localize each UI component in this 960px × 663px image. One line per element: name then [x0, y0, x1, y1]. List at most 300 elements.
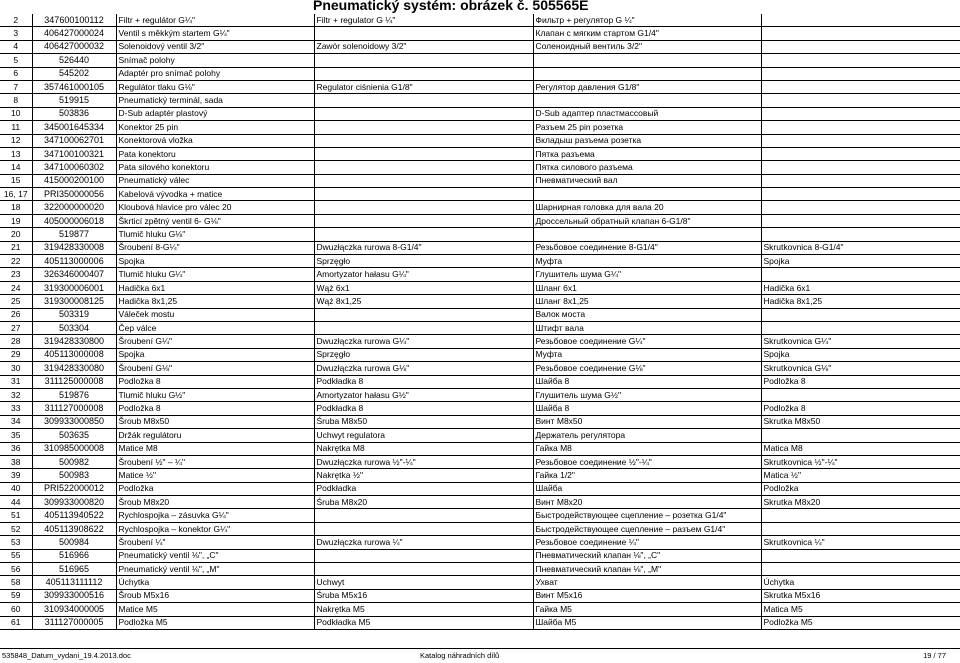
cell-name-russian	[533, 94, 761, 107]
cell-name-russian: Гайка M5	[533, 603, 761, 616]
cell-name-czech: D-Sub adaptér plastový	[116, 107, 314, 120]
cell-name-polish: Podkładka	[314, 482, 533, 495]
cell-name-polish: Dwuzłączka rurowa G¼"	[314, 335, 533, 348]
cell-name-slovak: Skrutka M5x16	[761, 589, 960, 602]
table-row	[0, 589, 960, 602]
cell-name-russian: Резьбовое соединение ½"-¼"	[533, 455, 761, 468]
table-row	[0, 563, 960, 576]
cell-part-code: 406427000032	[32, 40, 116, 53]
cell-row-number: 25	[0, 295, 32, 308]
cell-name-polish: Podkładka 8	[314, 402, 533, 415]
cell-part-code: PRI350000056	[32, 188, 116, 201]
cell-name-russian: Глушитель шума G½"	[533, 388, 761, 401]
cell-part-code: 405113000008	[32, 348, 116, 361]
cell-name-slovak	[761, 509, 960, 522]
cell-name-slovak	[761, 147, 960, 160]
cell-part-code: 310934000005	[32, 603, 116, 616]
table-row	[0, 469, 960, 482]
cell-row-number: 51	[0, 509, 32, 522]
cell-name-czech: Pneumatický ventil ⅛", „C"	[116, 549, 314, 562]
cell-name-russian: Муфта	[533, 255, 761, 268]
cell-name-polish	[314, 54, 533, 67]
cell-name-polish	[314, 147, 533, 160]
table-row	[0, 482, 960, 495]
cell-name-polish: Wąż 6x1	[314, 281, 533, 294]
cell-row-number: 15	[0, 174, 32, 187]
cell-row-number: 35	[0, 429, 32, 442]
cell-part-code: 319300008125	[32, 295, 116, 308]
table-row	[0, 402, 960, 415]
cell-part-code: 405113940522	[32, 509, 116, 522]
cell-name-polish: Podkładka 8	[314, 375, 533, 388]
cell-name-slovak: Podložka 8	[761, 402, 960, 415]
cell-name-polish: Wąż 8x1,25	[314, 295, 533, 308]
table-row	[0, 241, 960, 254]
cell-name-slovak: Skrutkovnica G¼"	[761, 335, 960, 348]
cell-part-code: 309933000850	[32, 415, 116, 428]
cell-name-czech: Pata konektoru	[116, 147, 314, 160]
cell-name-polish: Filtr + regulator G ¼"	[314, 14, 533, 27]
cell-row-number: 61	[0, 616, 32, 629]
cell-row-number: 21	[0, 241, 32, 254]
cell-part-code: 311127000008	[32, 402, 116, 415]
cell-name-polish: Amortyzator hałasu G¼"	[314, 268, 533, 281]
table-row	[0, 576, 960, 589]
cell-part-code: 319428330080	[32, 362, 116, 375]
table-row	[0, 308, 960, 321]
cell-name-polish	[314, 321, 533, 334]
cell-name-slovak: Spojka	[761, 255, 960, 268]
cell-name-slovak	[761, 388, 960, 401]
cell-name-slovak: Matica M5	[761, 603, 960, 616]
cell-name-russian: Ухват	[533, 576, 761, 589]
cell-name-slovak	[761, 54, 960, 67]
table-row	[0, 174, 960, 187]
cell-name-polish: Podkładka M5	[314, 616, 533, 629]
cell-name-polish: Dwuzłączka rurowa G⅛"	[314, 362, 533, 375]
cell-row-number: 60	[0, 603, 32, 616]
cell-row-number: 58	[0, 576, 32, 589]
cell-part-code: 309933000516	[32, 589, 116, 602]
cell-name-russian: Клапан с мягким стартом G1/4"	[533, 27, 761, 40]
cell-name-russian: Гайка 1/2"	[533, 469, 761, 482]
cell-part-code: 500984	[32, 536, 116, 549]
cell-name-slovak: Hadička 8x1,25	[761, 295, 960, 308]
cell-part-code: 405113000006	[32, 255, 116, 268]
cell-name-slovak: Podložka 8	[761, 375, 960, 388]
cell-name-czech: Matice M8	[116, 442, 314, 455]
cell-name-polish: Uchwyt	[314, 576, 533, 589]
cell-row-number: 16, 17	[0, 188, 32, 201]
table-row	[0, 40, 960, 53]
cell-row-number: 59	[0, 589, 32, 602]
table-row	[0, 255, 960, 268]
cell-row-number: 8	[0, 94, 32, 107]
cell-name-russian: Быстродействующее сцепление – разъем G1/4"	[533, 522, 761, 535]
cell-name-czech: Pneumatický ventil ⅛", „M"	[116, 563, 314, 576]
cell-part-code: 357461000105	[32, 80, 116, 93]
cell-name-polish: Sprzęgło	[314, 348, 533, 361]
cell-row-number: 28	[0, 335, 32, 348]
table-row	[0, 415, 960, 428]
cell-row-number: 27	[0, 321, 32, 334]
cell-name-polish: Dwuzłączka rurowa 8-G1/4"	[314, 241, 533, 254]
cell-name-czech: Adaptér pro snímač polohy	[116, 67, 314, 80]
table-row	[0, 134, 960, 147]
cell-name-czech: Pata silového konektoru	[116, 161, 314, 174]
cell-name-polish: Amortyzator hałasu G½"	[314, 388, 533, 401]
cell-name-czech: Tlumič hluku G½"	[116, 388, 314, 401]
table-row	[0, 14, 960, 27]
cell-name-polish: Nakrętka M5	[314, 603, 533, 616]
cell-name-russian: Шайба M5	[533, 616, 761, 629]
cell-name-russian: Пневматический клапан ⅛", „M"	[533, 563, 761, 576]
cell-name-polish: Śruba M5x16	[314, 589, 533, 602]
cell-part-code: 516965	[32, 563, 116, 576]
table-row	[0, 121, 960, 134]
cell-name-russian: Шланг 8x1,25	[533, 295, 761, 308]
table-row	[0, 268, 960, 281]
cell-name-polish	[314, 509, 533, 522]
parts-table-body	[0, 14, 960, 629]
cell-row-number: 19	[0, 214, 32, 227]
cell-row-number: 3	[0, 27, 32, 40]
table-row	[0, 362, 960, 375]
cell-name-polish: Śruba M8x20	[314, 496, 533, 509]
cell-name-czech: Snímač polohy	[116, 54, 314, 67]
cell-row-number: 31	[0, 375, 32, 388]
cell-part-code: 405113111112	[32, 576, 116, 589]
cell-name-russian: Соленоидный вентиль 3/2"	[533, 40, 761, 53]
table-row	[0, 429, 960, 442]
cell-row-number: 38	[0, 455, 32, 468]
cell-name-polish	[314, 94, 533, 107]
cell-name-czech: Filtr + regulátor G¼"	[116, 14, 314, 27]
cell-name-czech: Podložka	[116, 482, 314, 495]
cell-row-number: 22	[0, 255, 32, 268]
table-row	[0, 348, 960, 361]
cell-name-slovak	[761, 268, 960, 281]
cell-row-number: 20	[0, 228, 32, 241]
cell-name-slovak	[761, 161, 960, 174]
cell-part-code: 503319	[32, 308, 116, 321]
cell-part-code: 406427000024	[32, 27, 116, 40]
cell-name-polish	[314, 174, 533, 187]
cell-name-slovak	[761, 94, 960, 107]
cell-name-slovak	[761, 228, 960, 241]
cell-name-slovak: Skrutkovnica G⅛"	[761, 362, 960, 375]
cell-part-code: 503304	[32, 321, 116, 334]
table-row	[0, 388, 960, 401]
cell-name-russian: Шайба 8	[533, 375, 761, 388]
cell-name-slovak: Skrutka M8x20	[761, 496, 960, 509]
cell-part-code: 526440	[32, 54, 116, 67]
cell-name-czech: Rychlospojka – zásuvka G¼"	[116, 509, 314, 522]
cell-name-polish: Nakrętka ½"	[314, 469, 533, 482]
table-row	[0, 616, 960, 629]
footer-page-number: 19 / 77	[923, 651, 946, 660]
cell-name-slovak	[761, 174, 960, 187]
cell-row-number: 13	[0, 147, 32, 160]
cell-name-russian: Фильтр + регулятор G ¼"	[533, 14, 761, 27]
parts-table	[0, 14, 960, 630]
cell-name-czech: Čep válce	[116, 321, 314, 334]
cell-part-code: 500983	[32, 469, 116, 482]
cell-name-russian: Пятка разъема	[533, 147, 761, 160]
cell-name-czech: Váleček mostu	[116, 308, 314, 321]
cell-name-slovak: Úchytka	[761, 576, 960, 589]
cell-name-czech: Držák regulátoru	[116, 429, 314, 442]
table-row	[0, 80, 960, 93]
cell-row-number: 6	[0, 67, 32, 80]
cell-row-number: 55	[0, 549, 32, 562]
cell-name-czech: Tlumič hluku G¼"	[116, 268, 314, 281]
cell-part-code: 500982	[32, 455, 116, 468]
cell-name-russian: Винт M8x50	[533, 415, 761, 428]
cell-name-slovak	[761, 549, 960, 562]
cell-row-number: 34	[0, 415, 32, 428]
cell-row-number: 33	[0, 402, 32, 415]
cell-row-number: 18	[0, 201, 32, 214]
cell-name-polish	[314, 201, 533, 214]
cell-name-russian: Пневматический вал	[533, 174, 761, 187]
cell-name-russian: D-Sub адаптер пластмассовый	[533, 107, 761, 120]
cell-row-number: 14	[0, 161, 32, 174]
cell-name-slovak: Skrutka M8x50	[761, 415, 960, 428]
cell-name-polish: Nakrętka M8	[314, 442, 533, 455]
cell-name-slovak	[761, 321, 960, 334]
cell-name-russian: Пятка силового разъема	[533, 161, 761, 174]
cell-name-russian: Шарнирная головка для вала 20	[533, 201, 761, 214]
cell-name-polish: Regulator ciśnienia G1/8"	[314, 80, 533, 93]
cell-name-czech: Pneumatický terminál, sada	[116, 94, 314, 107]
cell-name-russian: Резьбовое соединение 8-G1/4"	[533, 241, 761, 254]
cell-name-polish	[314, 214, 533, 227]
cell-name-russian: Резьбовое соединение ¼"	[533, 536, 761, 549]
cell-name-slovak	[761, 522, 960, 535]
cell-name-russian: Резьбовое соединение G¼"	[533, 335, 761, 348]
cell-name-slovak	[761, 214, 960, 227]
table-row	[0, 375, 960, 388]
cell-name-czech: Úchytka	[116, 576, 314, 589]
cell-name-czech: Škrticí zpětný ventil 6- G⅛"	[116, 214, 314, 227]
cell-part-code: 545202	[32, 67, 116, 80]
cell-row-number: 53	[0, 536, 32, 549]
cell-part-code: 319428330800	[32, 335, 116, 348]
table-row	[0, 228, 960, 241]
cell-row-number: 52	[0, 522, 32, 535]
cell-name-polish: Dwuzłączka rurowa ½"-¼"	[314, 455, 533, 468]
cell-name-slovak	[761, 27, 960, 40]
cell-part-code: 415000200100	[32, 174, 116, 187]
cell-row-number: 40	[0, 482, 32, 495]
table-row	[0, 321, 960, 334]
cell-name-polish	[314, 121, 533, 134]
cell-part-code: 347100060302	[32, 161, 116, 174]
cell-row-number: 7	[0, 80, 32, 93]
cell-row-number: 36	[0, 442, 32, 455]
cell-name-russian: Дроссельный обратный клапан 6-G1/8"	[533, 214, 761, 227]
cell-name-russian: Шланг 6x1	[533, 281, 761, 294]
cell-name-czech: Šroub M8x50	[116, 415, 314, 428]
cell-name-russian: Резьбовое соединение G⅛"	[533, 362, 761, 375]
cell-name-czech: Podložka M5	[116, 616, 314, 629]
cell-name-czech: Šroubení ½" – ¼"	[116, 455, 314, 468]
cell-name-czech: Tlumič hluku G⅛"	[116, 228, 314, 241]
cell-row-number: 39	[0, 469, 32, 482]
cell-part-code: 405113908622	[32, 522, 116, 535]
cell-name-slovak	[761, 308, 960, 321]
cell-name-czech: Hadička 8x1,25	[116, 295, 314, 308]
cell-name-czech: Konektor 25 pin	[116, 121, 314, 134]
cell-name-czech: Matice ½"	[116, 469, 314, 482]
cell-name-slovak	[761, 14, 960, 27]
cell-name-polish	[314, 522, 533, 535]
cell-part-code: 310985000008	[32, 442, 116, 455]
cell-name-czech: Šroubení G⅛"	[116, 362, 314, 375]
cell-name-slovak: Hadička 6x1	[761, 281, 960, 294]
table-row	[0, 442, 960, 455]
table-row	[0, 94, 960, 107]
cell-name-czech: Konektorová vložka	[116, 134, 314, 147]
table-row	[0, 549, 960, 562]
cell-name-slovak: Skrutkovnica 8-G1/4"	[761, 241, 960, 254]
cell-part-code: 347100062701	[32, 134, 116, 147]
cell-name-czech: Hadička 6x1	[116, 281, 314, 294]
cell-part-code: 405000006018	[32, 214, 116, 227]
cell-name-czech: Kabelová vývodka + matice	[116, 188, 314, 201]
cell-name-czech: Matice M5	[116, 603, 314, 616]
table-row	[0, 496, 960, 509]
cell-name-slovak	[761, 134, 960, 147]
table-row	[0, 509, 960, 522]
cell-row-number: 26	[0, 308, 32, 321]
cell-part-code: 519877	[32, 228, 116, 241]
cell-name-russian: Быстродействующее сцепление – розетка G1/4"	[533, 509, 761, 522]
cell-name-polish	[314, 308, 533, 321]
cell-name-russian: Регулятор давления G1/8"	[533, 80, 761, 93]
cell-name-polish	[314, 67, 533, 80]
cell-name-slovak	[761, 107, 960, 120]
page-footer	[0, 648, 960, 663]
cell-part-code: 326346000407	[32, 268, 116, 281]
cell-name-russian	[533, 228, 761, 241]
table-row	[0, 522, 960, 535]
cell-name-russian: Разъем 25 pin розетка	[533, 121, 761, 134]
cell-name-polish	[314, 549, 533, 562]
cell-part-code: PRI522000012	[32, 482, 116, 495]
cell-row-number: 11	[0, 121, 32, 134]
cell-name-czech: Solenoidový ventil 3/2"	[116, 40, 314, 53]
cell-row-number: 44	[0, 496, 32, 509]
cell-part-code: 503836	[32, 107, 116, 120]
cell-name-slovak: Matica M8	[761, 442, 960, 455]
cell-name-russian: Шайба 8	[533, 402, 761, 415]
footer-catalog-title: Katalog náhradních dílů	[420, 651, 500, 660]
cell-name-czech: Podložka 8	[116, 375, 314, 388]
table-row	[0, 295, 960, 308]
cell-part-code: 311127000005	[32, 616, 116, 629]
table-row	[0, 603, 960, 616]
cell-name-slovak	[761, 80, 960, 93]
cell-name-russian	[533, 54, 761, 67]
cell-name-russian: Вкладыш разъема розетка	[533, 134, 761, 147]
cell-name-polish	[314, 228, 533, 241]
cell-name-russian: Держатель регулятора	[533, 429, 761, 442]
cell-name-czech: Šroub M8x20	[116, 496, 314, 509]
cell-name-polish	[314, 107, 533, 120]
cell-name-slovak: Spojka	[761, 348, 960, 361]
cell-part-code: 311125000008	[32, 375, 116, 388]
cell-row-number: 32	[0, 388, 32, 401]
cell-name-russian: Пневматический клапан ⅛", „C"	[533, 549, 761, 562]
cell-row-number: 29	[0, 348, 32, 361]
table-row	[0, 335, 960, 348]
cell-name-slovak	[761, 201, 960, 214]
table-row	[0, 27, 960, 40]
table-row	[0, 107, 960, 120]
cell-name-polish	[314, 27, 533, 40]
table-row	[0, 455, 960, 468]
cell-name-russian: Гайка M8	[533, 442, 761, 455]
cell-name-russian: Винт M8x20	[533, 496, 761, 509]
cell-name-russian: Винт M5x16	[533, 589, 761, 602]
cell-name-slovak	[761, 40, 960, 53]
cell-part-code: 347100100321	[32, 147, 116, 160]
cell-part-code: 519876	[32, 388, 116, 401]
table-row	[0, 188, 960, 201]
cell-row-number: 23	[0, 268, 32, 281]
cell-name-slovak	[761, 121, 960, 134]
cell-name-polish: Sprzęgło	[314, 255, 533, 268]
cell-name-polish: Śruba M8x50	[314, 415, 533, 428]
cell-name-slovak: Matica ½"	[761, 469, 960, 482]
cell-row-number: 5	[0, 54, 32, 67]
cell-row-number: 4	[0, 40, 32, 53]
cell-name-slovak	[761, 188, 960, 201]
table-row	[0, 161, 960, 174]
cell-name-slovak: Podložka M5	[761, 616, 960, 629]
cell-part-code: 347600100112	[32, 14, 116, 27]
cell-name-slovak	[761, 67, 960, 80]
cell-name-polish: Dwuzłączka rurowa ¼"	[314, 536, 533, 549]
cell-name-czech: Spojka	[116, 348, 314, 361]
cell-name-slovak: Podložka	[761, 482, 960, 495]
cell-name-russian: Шайба	[533, 482, 761, 495]
cell-name-slovak	[761, 563, 960, 576]
cell-name-russian	[533, 67, 761, 80]
cell-part-code: 319428330008	[32, 241, 116, 254]
cell-name-russian: Глушитель шума G¼"	[533, 268, 761, 281]
table-row	[0, 201, 960, 214]
cell-row-number: 10	[0, 107, 32, 120]
cell-row-number: 56	[0, 563, 32, 576]
cell-name-polish	[314, 188, 533, 201]
cell-row-number: 30	[0, 362, 32, 375]
cell-part-code: 345001645334	[32, 121, 116, 134]
cell-row-number: 12	[0, 134, 32, 147]
cell-name-russian: Муфта	[533, 348, 761, 361]
cell-part-code: 309933000820	[32, 496, 116, 509]
cell-name-slovak	[761, 429, 960, 442]
table-row	[0, 281, 960, 294]
cell-name-russian: Штифт вала	[533, 321, 761, 334]
cell-name-russian	[533, 188, 761, 201]
cell-part-code: 519915	[32, 94, 116, 107]
cell-part-code: 319300006001	[32, 281, 116, 294]
table-row	[0, 67, 960, 80]
cell-name-czech: Šroubení ¼"	[116, 536, 314, 549]
